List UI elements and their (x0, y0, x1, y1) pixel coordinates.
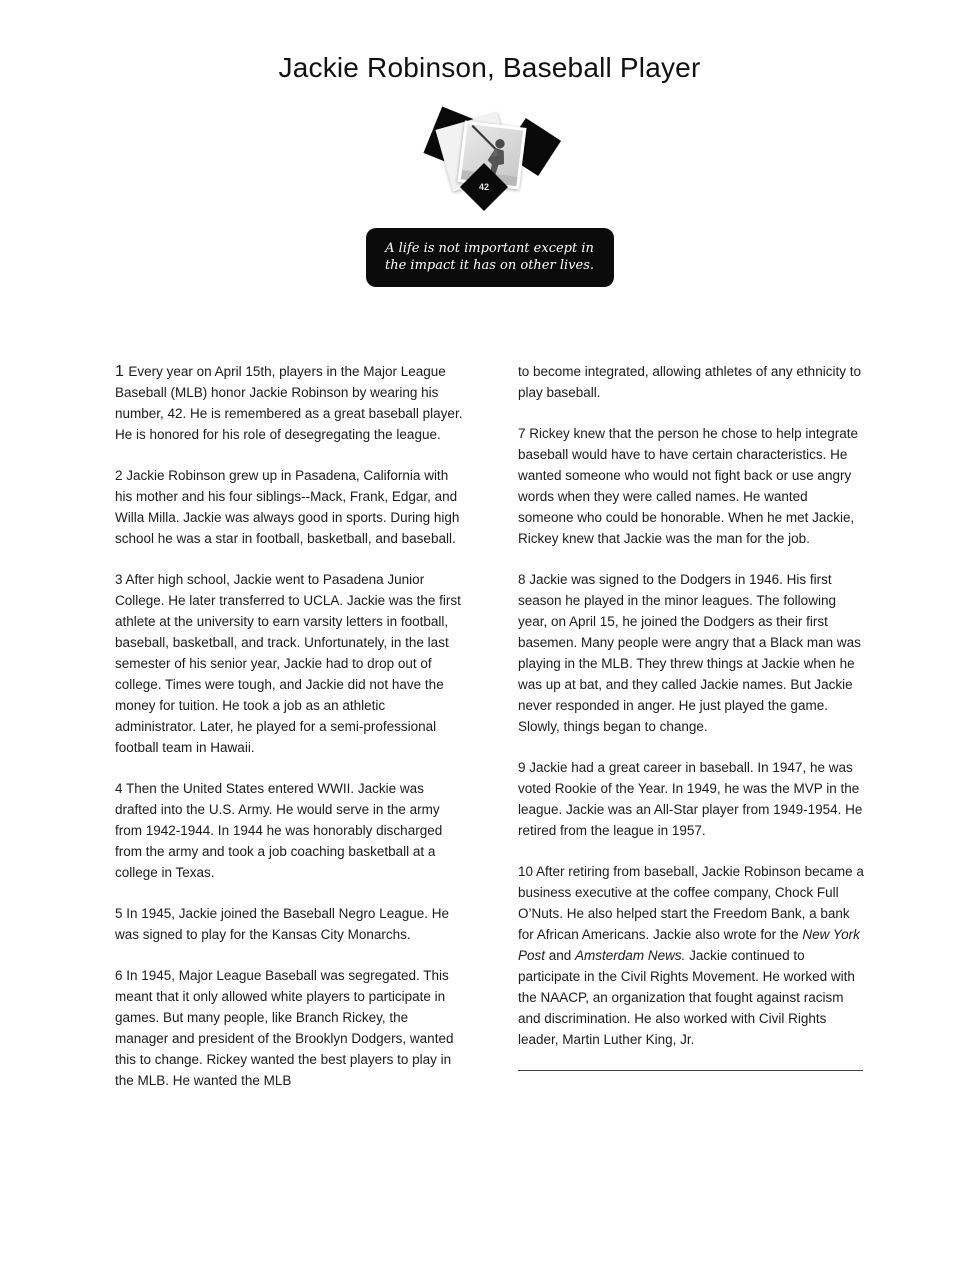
paragraph-number: 2 (115, 468, 127, 483)
paragraph (518, 569, 866, 737)
paragraph-number: 5 (115, 906, 127, 921)
article-columns (0, 361, 979, 1111)
paragraph (518, 423, 866, 549)
paragraph (115, 903, 463, 945)
right-column (518, 361, 866, 1111)
paragraph (115, 778, 463, 883)
paragraph (115, 965, 463, 1091)
paragraph (115, 569, 463, 758)
paragraph-number: 1 (115, 363, 129, 380)
paragraph-number: 10 (518, 864, 537, 879)
paragraph-text: In 1945, Jackie joined the Baseball Negro League. He was signed to play for the Kansas City Monarchs. (115, 906, 449, 942)
paragraph (115, 465, 463, 549)
page-title: Jackie Robinson, Baseball Player (278, 52, 701, 83)
paragraph-text: Jackie was signed to the Dodgers in 1946. His first season he played in the minor leagues. The following year, on April 15, he joined the Dodgers as their first basemen. Many people were angry that a Black man was playing in the MLB. They threw things at Jackie when he was up at bat, and they called Jackie names. But Jackie never responded in anger. He just played the game. Slowly, things began to change. (518, 572, 861, 734)
paragraph-text: Jackie continued to participate in the Civil Rights Movement. He worked with the NAACP, an organization that fought against racism and discrimination. He also worked with Civil Rights leader, Martin Luther King, Jr. (518, 948, 855, 1047)
paragraph-text: Then the United States entered WWII. Jackie was drafted into the U.S. Army. He would serve in the army from 1942-1944. In 1944 he was honorably discharged from the army and took a job coaching basketball at a college in Texas. (115, 781, 443, 880)
paragraph (115, 361, 463, 445)
paragraph-text: In 1945, Major League Baseball was segregated. This meant that it only allowed white players to participate in games. But many people, like Branch Rickey, the manager and president of the Brooklyn Dodgers, wanted this to change. Rickey wanted the best players to play in the MLB. He wanted the MLB (115, 968, 454, 1088)
paragraph-text: to become integrated, allowing athletes of any ethnicity to play baseball. (518, 364, 861, 400)
paragraph-text: After high school, Jackie went to Pasadena Junior College. He later transferred to UCLA. Jackie was the first athlete at the university to earn varsity letters in football, baseball, basketball, and track. Unfortunately, in the last semester of his senior year, Jackie had to drop out of college. Times were tough, and Jackie did not have the money for tuition. He took a job as an athletic administrator. Later, he played for a semi-professional football team in Hawaii. (115, 572, 461, 755)
quote-banner (366, 228, 614, 287)
paragraph-number: 7 (518, 426, 530, 441)
jersey-number-badge: 42 (478, 181, 489, 192)
paragraph-number: 9 (518, 760, 530, 775)
paragraph-number: 6 (115, 968, 127, 983)
footer-rule (518, 1070, 863, 1071)
left-column (115, 361, 463, 1111)
paragraph-text: and (545, 948, 576, 963)
quote-line-2: the impact it has on other lives. (384, 258, 594, 273)
paragraph-text: Every year on April 15th, players in the Major League Baseball (MLB) honor Jackie Robinson by wearing his number, 42. He is remembered as a great baseball player. He is honored for his role of desegregating the league. (115, 364, 463, 442)
quote-line-1: A life is not important except in (385, 241, 594, 256)
paragraph (518, 861, 866, 1050)
paragraph (518, 757, 866, 841)
paragraph-text: Amsterdam News. (575, 948, 686, 963)
photo-collage (425, 110, 555, 214)
paragraph-text: Jackie Robinson grew up in Pasadena, California with his mother and his four siblings--Mack, Frank, Edgar, and Willa Milla. Jackie was always good in sports. During high school he was a star in football, basketball, and baseball. (115, 468, 460, 546)
paragraph (518, 361, 866, 403)
paragraph-text: New York Post (518, 927, 860, 963)
paragraph-text: After retiring from baseball, Jackie Robinson became a business executive at the coffee company, Chock Full O’Nuts. He also helped start the Freedom Bank, a bank for African Americans. Jackie also wrote for the (518, 864, 864, 942)
paragraph-text: Jackie had a great career in baseball. In 1947, he was voted Rookie of the Year. In 1949, he was the MVP in the league. Jackie was an All-Star player from 1949-1954. He retired from the league in 1957. (518, 760, 863, 838)
paragraph-number: 4 (115, 781, 127, 796)
paragraph-number: 8 (518, 572, 530, 587)
paragraph-text: Rickey knew that the person he chose to help integrate baseball would have to have certain characteristics. He wanted someone who would not fight back or use angry words when they were called names. He wanted someone who could be honorable. When he met Jackie, Rickey knew that Jackie was the man for the job. (518, 426, 858, 546)
paragraph-number: 3 (115, 572, 126, 587)
